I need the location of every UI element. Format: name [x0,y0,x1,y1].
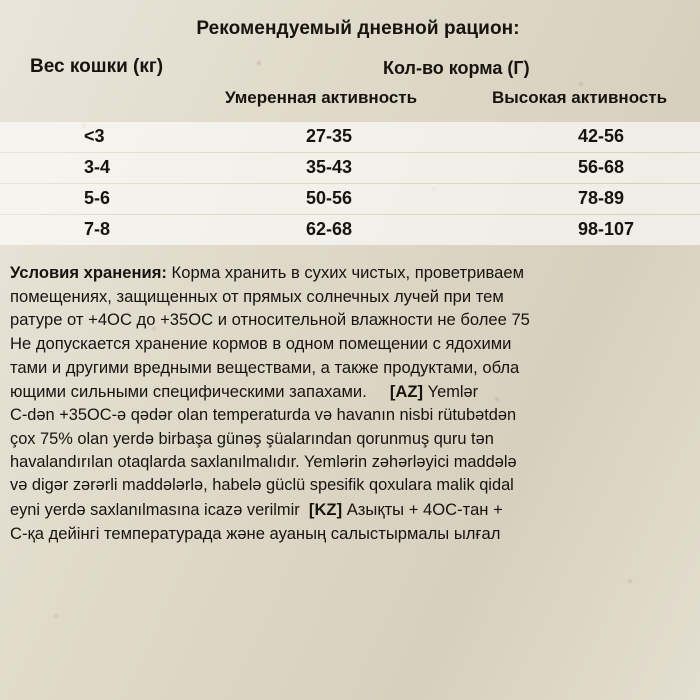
cell-high: 42-56 [578,126,625,146]
storage-line-7: C-dən +35ОС-ə qədər olan temperaturda və havanın nisbi rütubətdən [10,406,517,425]
table-row [0,184,700,214]
feeding-table [0,0,700,245]
cell-high: 78-89 [578,188,625,208]
cell-weight: 7-8 [84,219,111,239]
storage-line-6-latin: Yemlər [427,382,479,401]
feeding-table-subheader [0,88,700,116]
storage-line-6-text: ющими сильными специфическими запахами. [10,381,367,401]
language-tag-kz: [KZ] [308,499,343,519]
column-header-amount: Кол-во корма (Г) [383,58,530,78]
feeding-table-rows [0,122,700,245]
storage-line-11-text: Азықты + 4ОС-тан + [346,499,503,519]
storage-line-2: помещениях, защищенных от прямых солнечных лучей при тем [10,286,504,306]
cell-high: 56-68 [578,157,625,177]
storage-line-4: Не допускается хранение кормов в одном помещении с ядохими [10,334,512,354]
storage-line-1 [10,261,698,285]
storage-line-12: С-қа дейінгі температурада және ауаның салыстырмалы ылғал [10,524,501,544]
cell-high: 98-107 [578,219,635,239]
storage-line-9: havalandırılan otaqlarda saxlanılmalıdır. Yemlərin zəhərləyici maddələ [10,452,517,471]
storage-line-8: çox 75% olan yerdə birbaşa günəş şüalarından qorunmuş quru tən [10,429,494,448]
storage-line-11 [10,498,698,522]
storage-line-11-latin: eyni yerdə saxlanılmasına icazə verilmir [10,500,300,519]
cell-weight: 5-6 [84,188,111,208]
language-tag-az: [AZ] [389,381,424,401]
cell-weight: <3 [84,126,105,146]
storage-line-1-text: Корма хранить в сухих чистых, проветриваем [166,263,525,282]
table-row [0,153,700,183]
cell-moderate: 62-68 [306,219,353,239]
table-row [0,215,700,245]
cell-moderate: 27-35 [306,126,353,146]
column-subheader-high: Высокая активность [492,88,668,107]
storage-line-3: ратуре от +4ОС до +35ОС и относительной влажности не более 75 [10,310,530,330]
storage-line-6 [10,380,698,404]
cell-moderate: 35-43 [306,157,353,177]
storage-lead-label: Условия хранения: [10,263,167,282]
column-subheader-moderate: Умеренная активность [225,88,418,107]
feeding-table-header [0,56,700,86]
storage-line-5: тами и другими вредными веществами, а также продуктами, обла [10,357,520,377]
storage-line-10: və digər zərərli maddələrlə, habelə güclü spesifik qoxulara malik qidal [10,476,514,495]
table-row [0,122,700,152]
cell-weight: 3-4 [84,157,111,177]
column-header-weight: Вес кошки (кг) [30,56,164,77]
storage-conditions-block [0,261,700,546]
cell-moderate: 50-56 [306,188,353,208]
feeding-table-title: Рекомендуемый дневной рацион: [196,18,520,39]
